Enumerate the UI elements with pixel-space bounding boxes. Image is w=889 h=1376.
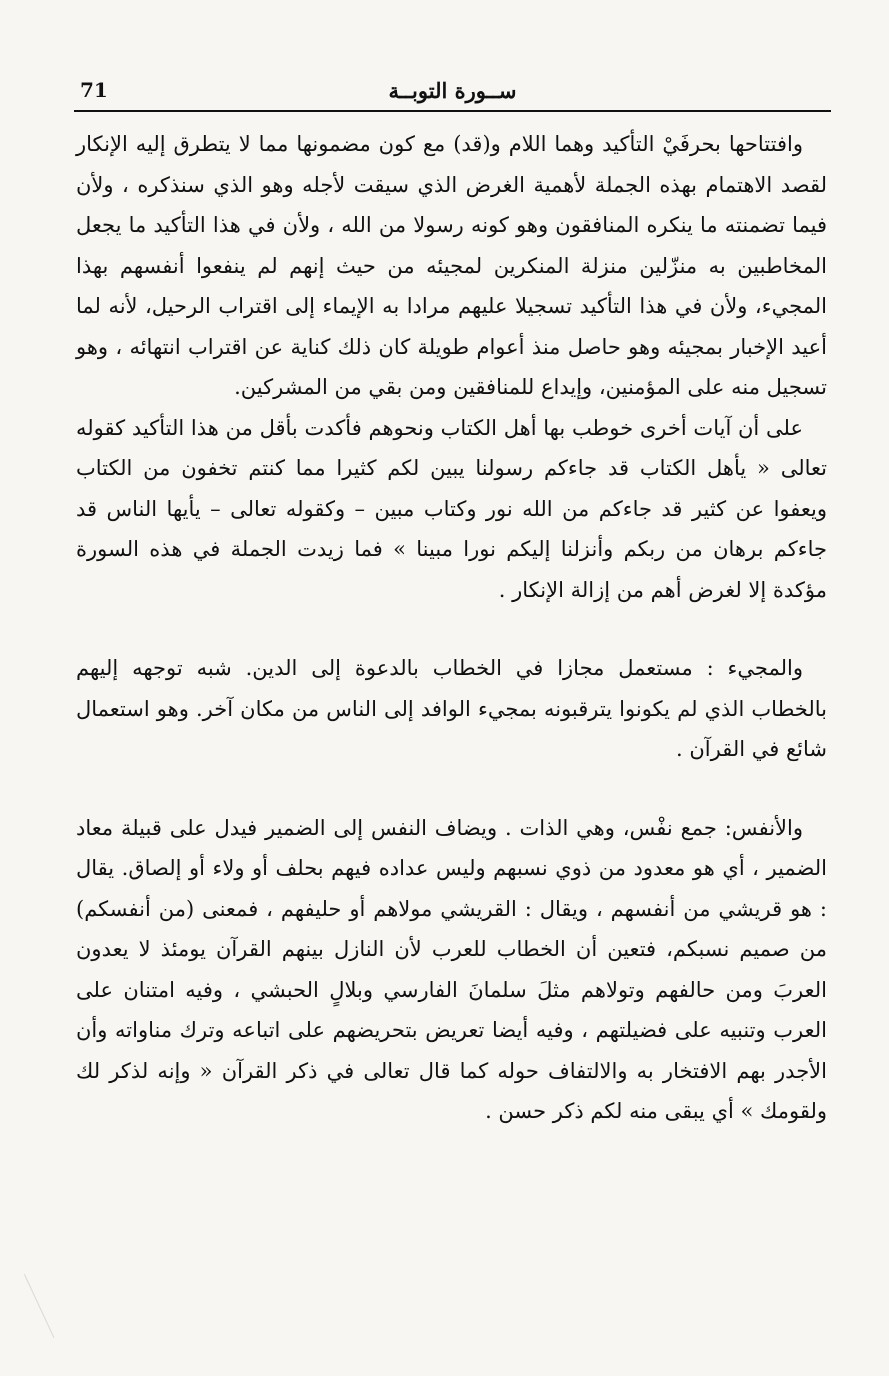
paragraph-3: والمجيء : مستعمل مجازا في الخطاب بالدعوة إلى الدين. شبه توجهه إليهم بالخطاب الذي لم يكونوا يترقبونه بمجيء الوافد إلى الناس من مكان آخر. وهو استعمال شائع في القرآن . bbox=[76, 656, 827, 761]
paragraph-4: والأنفس: جمع نفْس، وهي الذات . ويضاف النفس إلى الضمير فيدل على قبيلة معاد الضمير ، أي هو معدود من ذوي نسبهم وليس عداده فيهم بحلف أو ولاء أو إلصاق. يقال : هو قريشي من أنفسهم ، ويقال : القريشي مولاهم أو حليفهم ، فمعنى (من أنفسكم) من صميم نسبكم، فتعين أن الخطاب للعرب لأن النازل بينهم القرآن يومئذ لا يعدون العربَ ومن حالفهم وتولاهم مثلَ سلمانَ الفارسي وبلالٍ الحبشي ، وفيه امتنان على العرب وتنبيه على فضيلتهم ، وفيه أيضا تعريض بتحريضهم على اتباعه وترك مناواته وأن الأجدر بهم الافتخار به والالتفاف حوله كما قال تعالى في ذكر القرآن « وإنه لذكر لك ولقومك » أي يبقى منه لكم ذكر حسن . bbox=[76, 815, 827, 1123]
paragraph-1: وافتتاحها بحرفَيْ التأكيد وهما اللام و(قد) مع كون مضمونها مما لا يتطرق إليه الإنكار لقصد الاهتمام بهذه الجملة لأهمية الغرض الذي سيقت لأجله وهو الذي سنذكره ، ولأن فيما تضمنته ما ينكره المنافقون وهو كونه رسولا من الله ، ولأن في هذا التأكيد ما يجعل المخاطبين به منزّلين منزلة المنكرين لمجيئه من حيث إنهم لم ينفعوا أنفسهم بهذا المجيء، ولأن في هذا التأكيد تسجيلا عليهم مرادا به الإيماء إلى اقتراب الرحيل، لأنه لما أعيد الإخبار بمجيئه وهو حاصل منذ أعوام طويلة كان ذلك كناية عن اقتراب انتهائه ، وهو تسجيل منه على المؤمنين، وإيداع للمنافقين ومن بقي من المشركين. bbox=[76, 132, 827, 399]
header-rule bbox=[74, 110, 831, 112]
page-number: 71 bbox=[80, 78, 108, 102]
scan-stray-mark bbox=[24, 1268, 67, 1338]
paragraph-2: على أن آيات أخرى خوطب بها أهل الكتاب ونحوهم فأكدت بأقل من هذا التأكيد كقوله تعالى « يأهل الكتاب قد جاءكم رسولنا يبين لكم كثيرا مما كنتم تخفون من الكتاب ويعفوا عن كثير قد جاءكم من الله نور وكتاب مبين – وكقوله تعالى – يأيها الناس قد جاءكم برهان من ربكم وأنزلنا إليكم نورا مبينا » فما زيدت الجملة في هذه السورة مؤكدة إلا لغرض أهم من إزالة الإنكار . bbox=[76, 415, 827, 602]
body-text bbox=[76, 124, 827, 1132]
page-header bbox=[74, 70, 831, 110]
running-title: ســورة التوبــة bbox=[388, 78, 517, 103]
